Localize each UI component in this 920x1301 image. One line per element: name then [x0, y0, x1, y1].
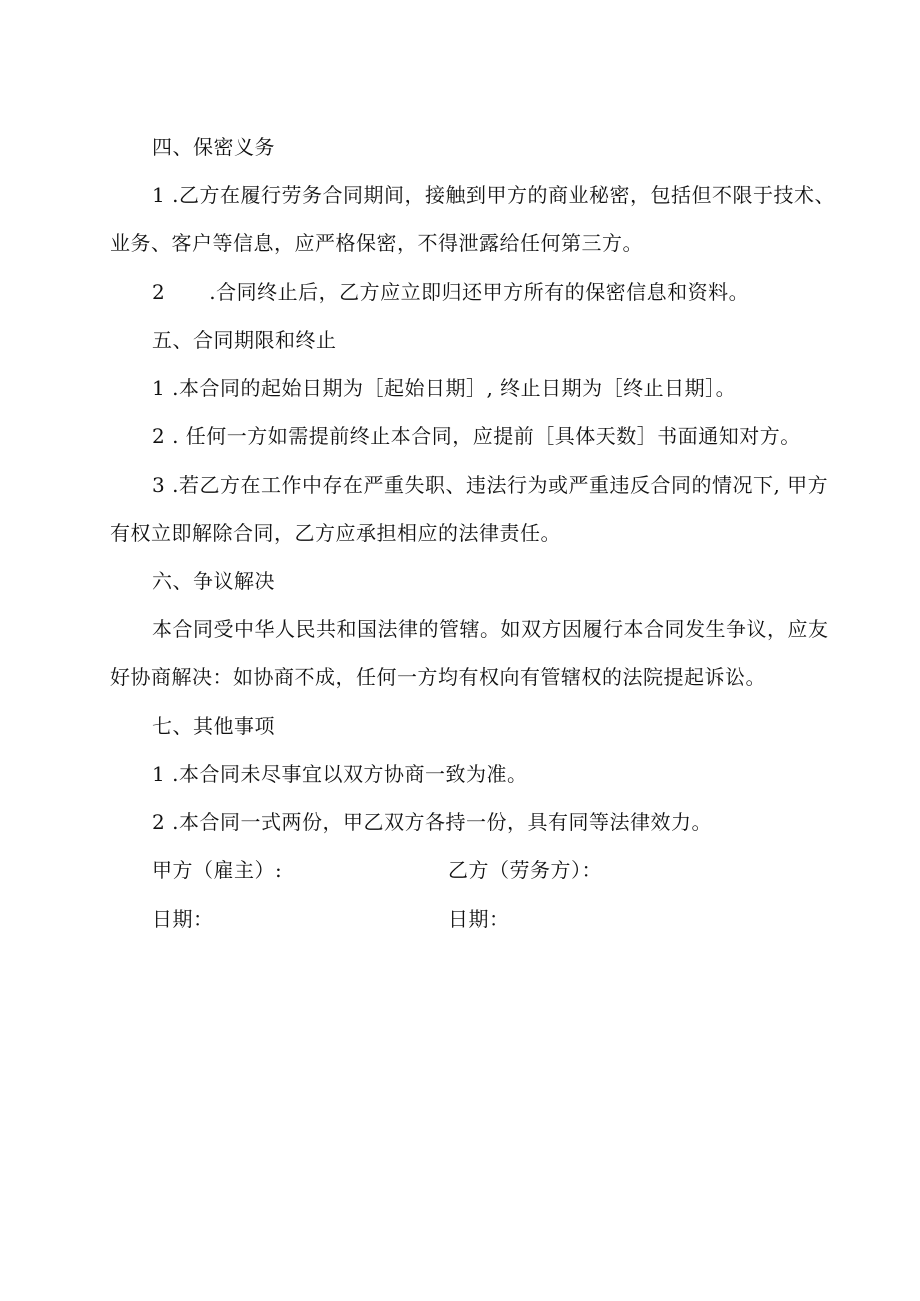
date-party-a: 日期： — [152, 907, 214, 931]
term-item-3-line-1: 3 .若乙方在工作中存在严重失职、违法行为或严重违反合同的情况下, 甲方 — [152, 473, 829, 497]
other-item-1: 1 .本合同未尽事宜以双方协商一致为准。 — [152, 762, 528, 786]
section-heading-other: 七、其他事项 — [152, 714, 275, 738]
confidentiality-item-2 — [152, 280, 749, 304]
signature-party-a: 甲方（雇主）: — [152, 858, 283, 882]
term-item-2: 2 . 任何一方如需提前终止本合同，应提前［具体天数］书面通知对方。 — [152, 424, 801, 448]
confidentiality-item-1-line-2: 业务、客户等信息，应严格保密，不得泄露给任何第三方。 — [110, 231, 643, 255]
other-item-2: 2 .本合同一式两份，甲乙双方各持一份，具有同等法律效力。 — [152, 810, 712, 834]
term-item-3-line-2: 有权立即解除合同，乙方应承担相应的法律责任。 — [110, 521, 561, 545]
confidentiality-item-1-line-1: 1 .乙方在履行劳务合同期间，接触到甲方的商业秘密，包括但不限于技术、 — [152, 183, 835, 207]
term-item-1: 1 .本合同的起始日期为［起始日期］, 终止日期为［终止日期］。 — [152, 376, 737, 400]
section-heading-term: 五、合同期限和终止 — [152, 328, 337, 352]
date-party-b: 日期： — [448, 907, 510, 931]
dispute-paragraph-line-1: 本合同受中华人民共和国法律的管辖。如双方因履行本合同发生争议，应友 — [152, 617, 829, 641]
dispute-paragraph-line-2: 好协商解决：如协商不成，任何一方均有权向有管辖权的法院提起诉讼。 — [110, 665, 766, 689]
signature-party-b: 乙方（劳务方）： — [448, 858, 602, 882]
confidentiality-item-2-text: .合同终止后，乙方应立即归还甲方所有的保密信息和资料。 — [209, 280, 750, 304]
confidentiality-item-2-number: 2 — [152, 280, 166, 304]
section-heading-dispute: 六、争议解决 — [152, 569, 275, 593]
section-heading-confidentiality: 四、保密义务 — [152, 135, 275, 159]
